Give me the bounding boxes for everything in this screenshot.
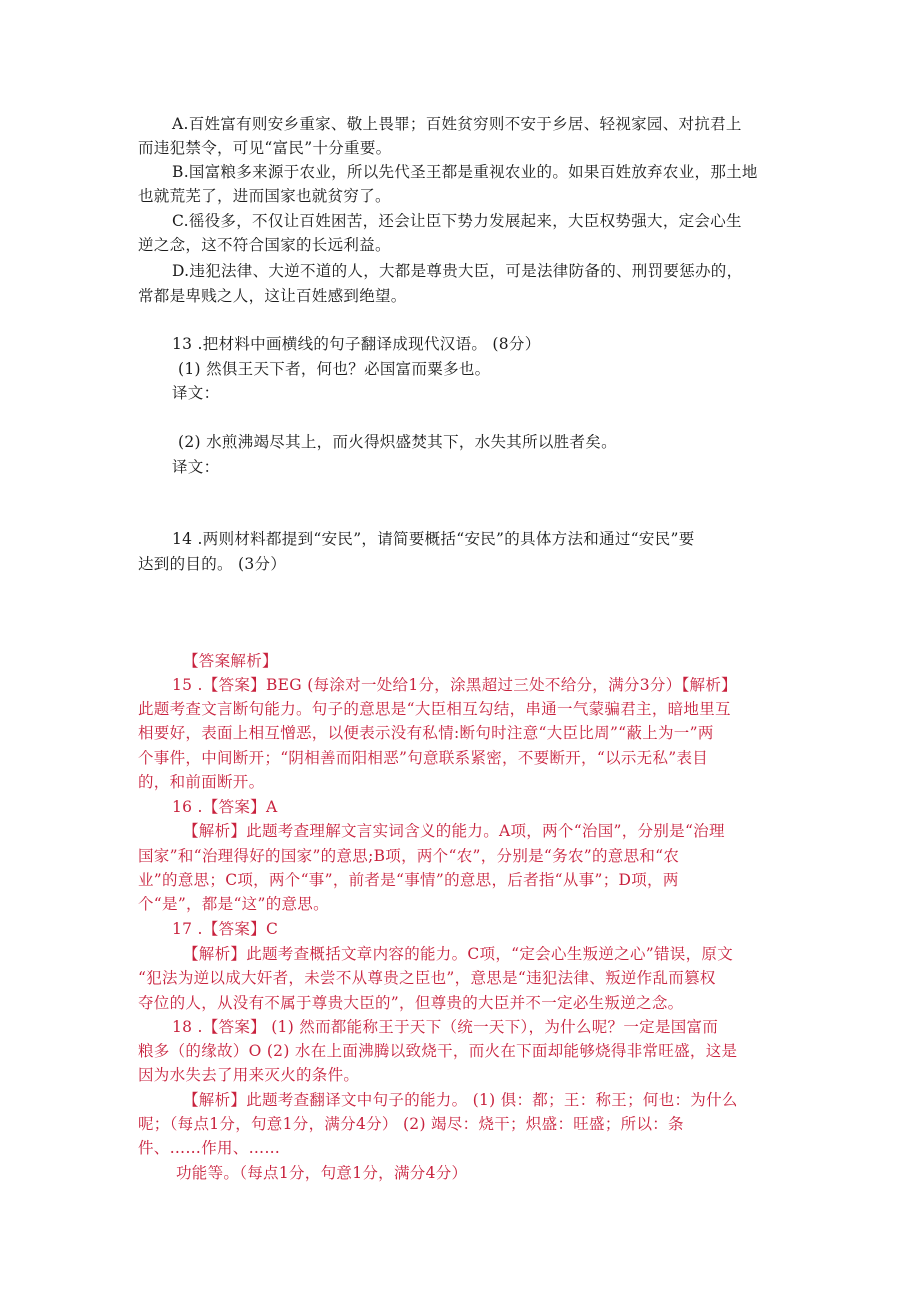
answer-16-line3: 国家”和“治理得好的国家”的意思;B项，两个“农”，分别是“务农”的意思和“农 xyxy=(138,847,680,865)
option-c-line1: C.徭役多，不仅让百姓困苦，还会让臣下势力发展起来，大臣权势强大，定会心生 xyxy=(172,212,742,230)
answer-16-line1: 16 .【答案】A xyxy=(172,798,278,816)
question-14-line1: 14 .两则材料都提到“安民”，请简要概括“安民”的具体方法和通过“安民”要 xyxy=(172,530,695,548)
option-b-line1: B.国富粮多来源于农业，所以先代圣王都是重视农业的。如果百姓放弃农业，那土地 xyxy=(172,163,758,181)
answer-17-line3: “犯法为逆以成大奸者，未尝不从尊贵之臣也”，意思是“违犯法律、叛逆作乱而篡权 xyxy=(138,969,716,987)
answer-15-line2: 此题考查文言断句能力。句子的意思是“大臣相互勾结，串通一气蒙骗君主，暗地里互 xyxy=(138,700,731,718)
answer-18-line5: 呢；（每点1分，句意1分，满分4分） (2) 竭尽：烧干；炽盛：旺盛；所以：条 xyxy=(138,1115,684,1133)
answer-16-line2: 【解析】此题考查理解文言实词含义的能力。A项，两个“治国”，分别是“治理 xyxy=(183,822,725,840)
answer-18-line3: 因为水失去了用来灭火的条件。 xyxy=(138,1066,360,1084)
question-13-sentence-1: (1) 然俱王天下者，何也？必国富而粟多也。 xyxy=(178,360,491,378)
answer-17-line2: 【解析】此题考查概括文章内容的能力。C项，“定会心生叛逆之心”错误，原文 xyxy=(183,945,734,963)
answer-18-line6: 件、……作用、…… xyxy=(138,1139,281,1157)
option-d-line1: D.违犯法律、大逆不道的人，大都是尊贵大臣，可是法律防备的、刑罚要惩办的， xyxy=(172,262,743,280)
answer-18-line1: 18 .【答案】 (1) 然而都能称王于天下（统一天下），为什么呢？一定是国富而 xyxy=(172,1018,719,1036)
option-b-line2: 也就荒芜了，进而国家也就贫穷了。 xyxy=(138,187,391,205)
answer-17-line1: 17 .【答案】C xyxy=(172,920,279,938)
option-a-line2: 而违犯禁令，可见“富民”十分重要。 xyxy=(138,139,392,157)
answer-16-line4: 业”的意思；C项，两个“事”，前者是“事情”的意思，后者指“从事”；D项，两 xyxy=(138,871,679,889)
option-c-line2: 逆之念，这不符合国家的长远利益。 xyxy=(138,236,391,254)
answer-17-line4: 夺位的人，从没有不属于尊贵大臣的”，但尊贵的大臣并不一定必生叛逆之念。 xyxy=(138,994,684,1012)
answer-15-line1: 15 .【答案】BEG (每涂对一处给1分，涂黑超过三处不给分，满分3分）【解析】 xyxy=(172,676,737,694)
question-13-title: 13 .把材料中画横线的句子翻译成现代汉语。 (8分） xyxy=(172,335,541,353)
question-14-line2: 达到的目的。 (3分） xyxy=(138,555,287,573)
answer-15-line5: 的，和前面断开。 xyxy=(138,773,265,791)
answer-15-line3: 相要好，表面上相互憎恶，以便表示没有私情:断句时注意“大臣比周”“蔽上为一”两 xyxy=(138,724,714,742)
question-13-translation-label-2: 译文： xyxy=(172,458,220,476)
answer-18-line2: 粮多（的缘故）O (2) 水在上面沸腾以致烧干，而火在下面却能够烧得非常旺盛，这是 xyxy=(138,1042,738,1060)
answer-18-line7: 功能等。（每点1分，句意1分，满分4分） xyxy=(176,1164,468,1182)
answer-15-line4: 个事件，中间断开；“阴相善而阳相恶”句意联系紧密，不要断开，“以示无私”表目 xyxy=(138,749,709,767)
question-13-translation-label-1: 译文： xyxy=(172,384,220,402)
option-a-line1: A.百姓富有则安乡重家、敬上畏罪；百姓贫穷则不安于乡居、轻视家园、对抗君上 xyxy=(172,115,742,133)
answer-18-line4: 【解析】此题考查翻译文中句子的能力。 (1) 俱：都；王：称王；何也：为什么 xyxy=(183,1091,738,1109)
question-13-sentence-2: (2) 水煎沸竭尽其上，而火得炽盛焚其下，水失其所以胜者矣。 xyxy=(178,433,617,451)
answer-section-header: 【答案解析】 xyxy=(183,652,278,670)
option-d-line2: 常都是卑贱之人，这让百姓感到绝望。 xyxy=(138,287,407,305)
answer-16-line5: 个“是”，都是“这”的意思。 xyxy=(138,895,329,913)
